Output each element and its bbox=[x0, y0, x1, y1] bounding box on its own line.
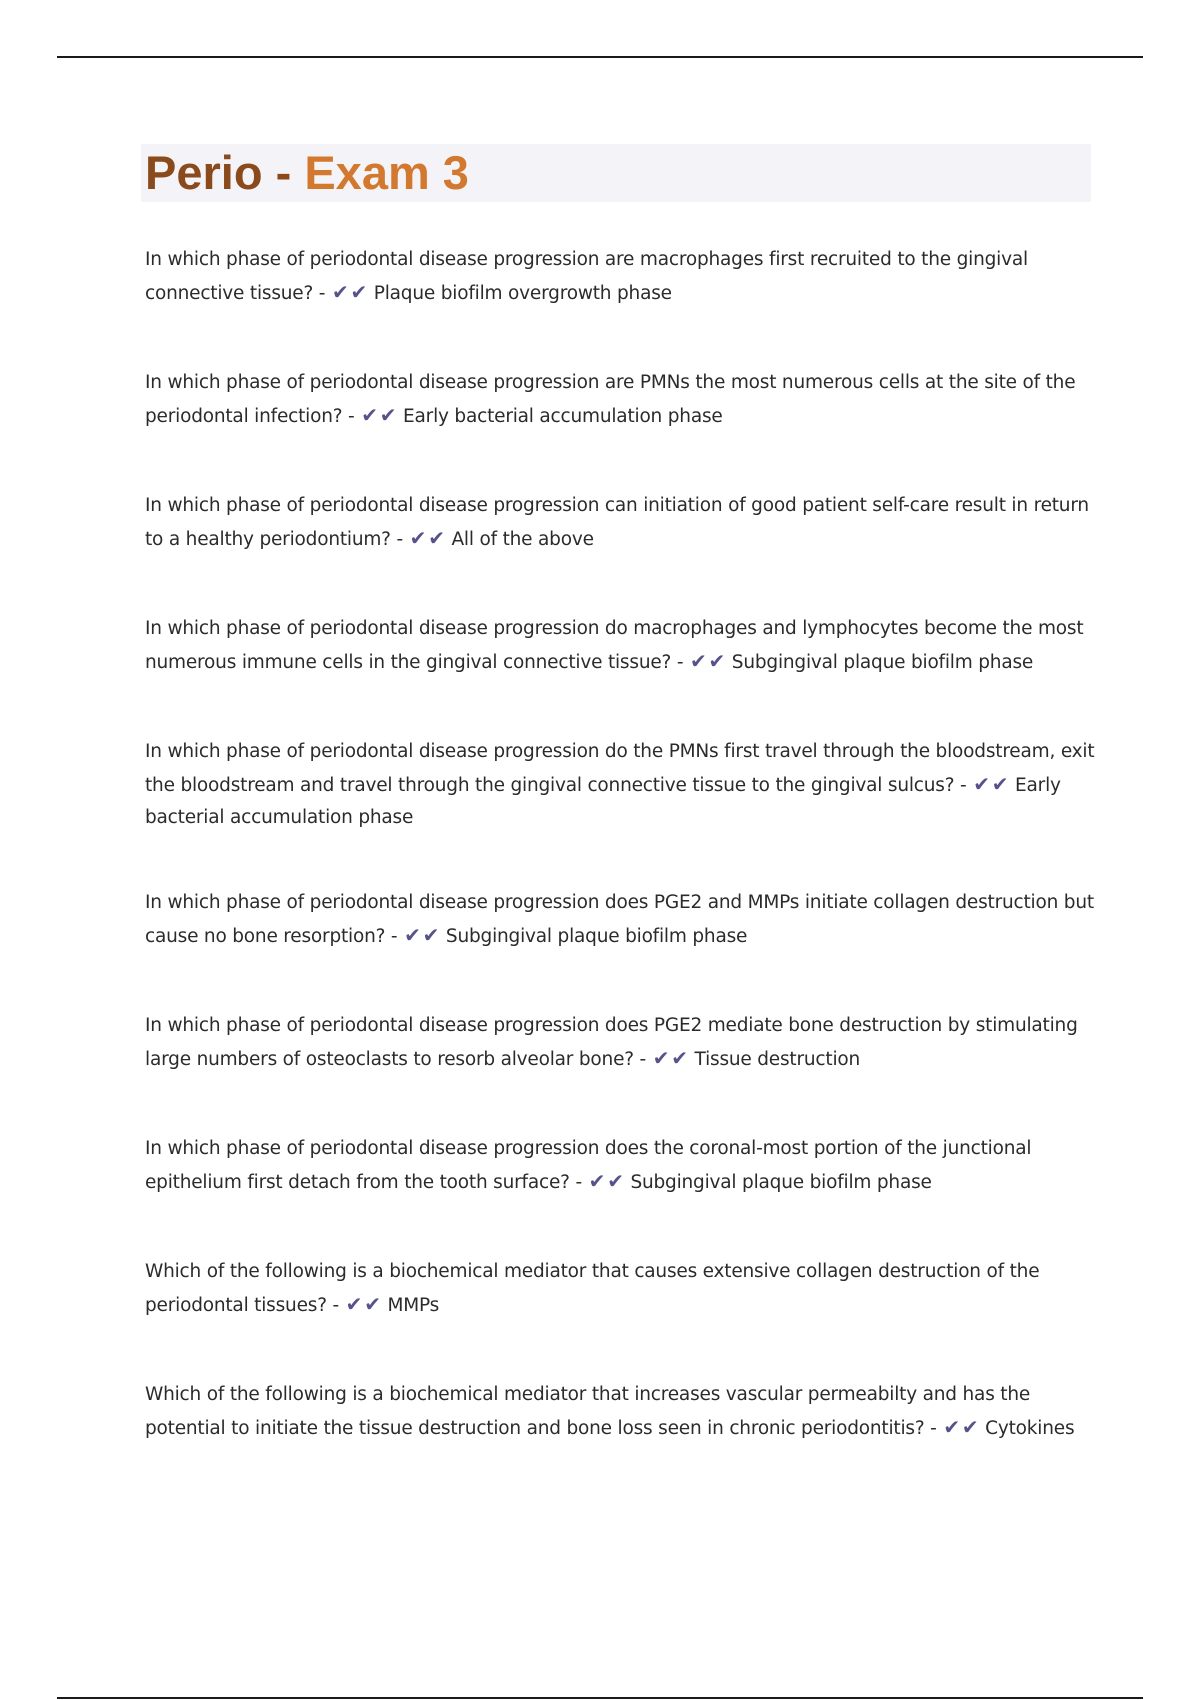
check-icon: ✔ bbox=[671, 1046, 688, 1070]
question-text: In which phase of periodontal disease progression does PGE2 mediate bone destruction by stimulating large numbers of osteoclasts to resorb alveolar bone? - bbox=[145, 1015, 1078, 1070]
check-icon: ✔ bbox=[652, 1046, 670, 1070]
title-banner bbox=[141, 144, 1091, 202]
answer-text: Subgingival plaque biofilm phase bbox=[445, 926, 748, 947]
answer-text: Plaque biofilm overgrowth phase bbox=[373, 283, 672, 304]
check-icon: ✔ bbox=[345, 1292, 363, 1316]
question-text: Which of the following is a biochemical mediator that causes extensive collagen destruction of the periodontal tissues? - bbox=[145, 1261, 1040, 1316]
question-text: In which phase of periodontal disease progression does the coronal-most portion of the junctional epithelium first detach from the tooth surface? - bbox=[145, 1138, 1032, 1193]
answer-text: Tissue destruction bbox=[694, 1049, 861, 1070]
check-icon: ✔ bbox=[361, 403, 378, 427]
answer-text: Early bacterial accumulation phase bbox=[145, 775, 1061, 828]
check-icon: ✔ bbox=[409, 526, 427, 550]
question-list bbox=[145, 244, 1095, 1502]
qa-item bbox=[145, 490, 1095, 613]
answer-text: Subgingival plaque biofilm phase bbox=[731, 652, 1034, 673]
check-icon: ✔ bbox=[708, 649, 726, 673]
answer-text: Subgingival plaque biofilm phase bbox=[630, 1172, 932, 1193]
question-text: In which phase of periodontal disease progression do macrophages and lymphocytes become the most numerous immune cells in the gingival connective tissue? - bbox=[145, 618, 1084, 673]
qa-item bbox=[145, 887, 1095, 1010]
question-text: In which phase of periodontal disease progression are PMNs the most numerous cells at the site of the periodontal infection? - bbox=[145, 372, 1076, 427]
check-icon: ✔ bbox=[943, 1415, 960, 1439]
bottom-rule bbox=[57, 1697, 1143, 1699]
check-icon: ✔ bbox=[422, 923, 440, 947]
question-text: In which phase of periodontal disease progression can initiation of good patient self-care result in return to a healthy periodontium? - bbox=[145, 495, 1089, 550]
top-rule bbox=[57, 56, 1143, 58]
check-icon: ✔ bbox=[588, 1169, 606, 1193]
check-icon: ✔ bbox=[364, 1292, 381, 1316]
answer-text: Cytokines bbox=[985, 1418, 1075, 1439]
qa-item bbox=[145, 367, 1095, 490]
check-icon: ✔ bbox=[973, 772, 990, 796]
qa-item bbox=[145, 244, 1095, 367]
answer-text: All of the above bbox=[451, 529, 594, 550]
page-title bbox=[145, 146, 469, 200]
check-icon: ✔ bbox=[331, 280, 349, 304]
qa-item bbox=[145, 1379, 1095, 1502]
title-part-1: Perio - bbox=[145, 146, 305, 199]
qa-item bbox=[145, 1256, 1095, 1379]
answer-text: MMPs bbox=[387, 1295, 440, 1316]
question-text: In which phase of periodontal disease progression are macrophages first recruited to the gingival connective tissue? - bbox=[145, 249, 1028, 304]
answer-text: Early bacterial accumulation phase bbox=[403, 406, 723, 427]
qa-item bbox=[145, 1133, 1095, 1256]
question-text: Which of the following is a biochemical mediator that increases vascular permeabilty and has the potential to initiate the tissue destruction and bone loss seen in chronic periodontitis? - bbox=[145, 1384, 1031, 1439]
check-icon: ✔ bbox=[961, 1415, 979, 1439]
check-icon: ✔ bbox=[991, 772, 1009, 796]
question-text: In which phase of periodontal disease progression does PGE2 and MMPs initiate collagen destruction but cause no bone resorption? - bbox=[145, 892, 1094, 947]
title-part-2: Exam 3 bbox=[304, 146, 469, 199]
qa-item bbox=[145, 1010, 1095, 1133]
check-icon: ✔ bbox=[607, 1169, 624, 1193]
qa-item bbox=[145, 736, 1095, 887]
check-icon: ✔ bbox=[428, 526, 445, 550]
check-icon: ✔ bbox=[379, 403, 397, 427]
check-icon: ✔ bbox=[404, 923, 421, 947]
check-icon: ✔ bbox=[689, 649, 707, 673]
qa-item bbox=[145, 613, 1095, 736]
question-text: In which phase of periodontal disease progression do the PMNs first travel through the bloodstream, exit the bloodstream and travel through the gingival connective tissue to the gingival sulcus? - bbox=[145, 741, 1095, 796]
check-icon: ✔ bbox=[350, 280, 368, 304]
